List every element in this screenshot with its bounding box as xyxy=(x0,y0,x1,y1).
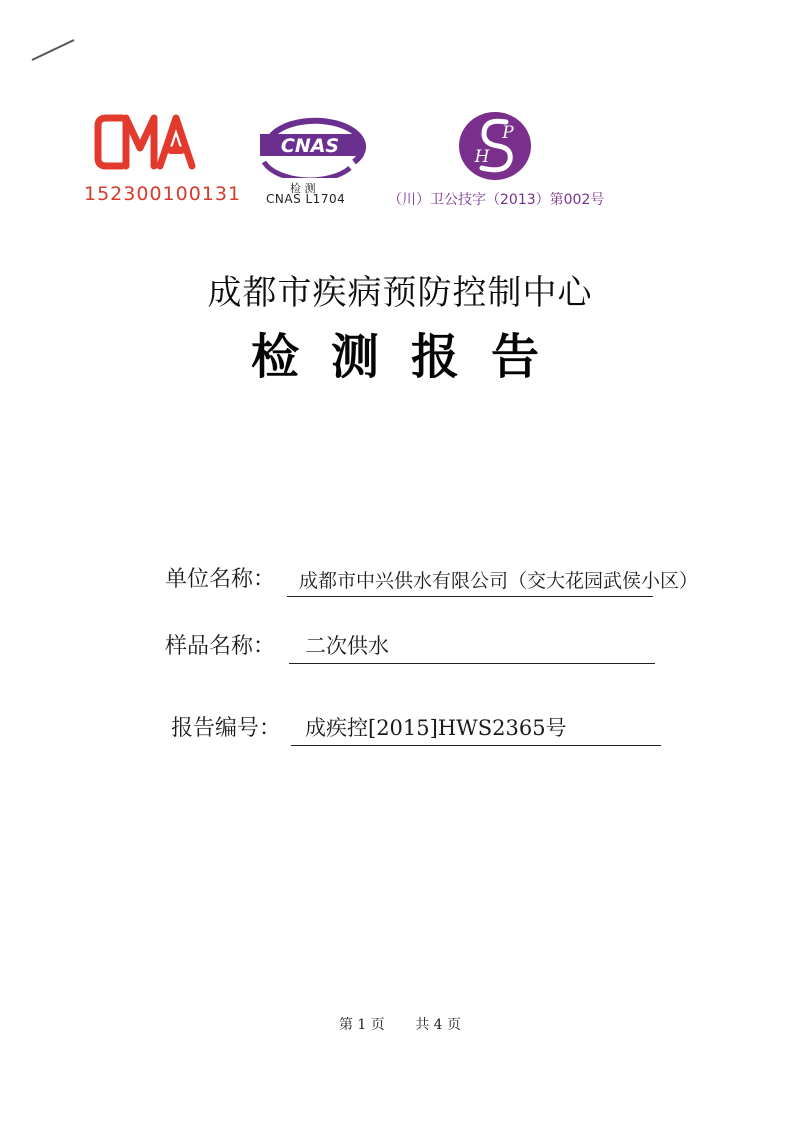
field-underline xyxy=(289,663,655,664)
scan-artifact-mark xyxy=(28,36,80,64)
field-label: 报告编号： xyxy=(171,716,282,741)
field-underline xyxy=(291,745,661,746)
report-title: 检测报告 xyxy=(250,329,571,385)
organization-name: 成都市疾病预防控制中心 xyxy=(207,273,593,313)
field-unit-name xyxy=(165,557,699,597)
health-permit-number: （川）卫公技字（2013）第002号 xyxy=(388,192,605,208)
sph-logo xyxy=(454,108,536,184)
svg-text:H: H xyxy=(474,147,490,167)
page-footer xyxy=(0,1014,800,1034)
page-current: 第 1 页 xyxy=(338,1017,385,1033)
cma-logo xyxy=(92,108,204,176)
cnas-logo xyxy=(250,112,370,178)
page-total: 共 4 页 xyxy=(415,1017,462,1033)
svg-text:P: P xyxy=(502,123,514,143)
cnas-subtitle: 检 测 xyxy=(290,182,316,195)
field-value: 成都市中兴供水有限公司（交大花园武侯小区） xyxy=(299,570,699,592)
field-report-number xyxy=(165,706,665,746)
field-label: 单位名称： xyxy=(165,567,276,592)
cma-number: 152300100131 xyxy=(84,183,242,205)
field-sample-name xyxy=(165,624,655,664)
field-value: 二次供水 xyxy=(305,634,389,658)
field-value: 成疾控[2015]HWS2365号 xyxy=(305,716,567,740)
cnas-number: CNAS L1704 xyxy=(266,192,346,206)
svg-text:CNAS: CNAS xyxy=(280,135,340,157)
field-label: 样品名称： xyxy=(165,634,276,659)
field-underline xyxy=(287,596,653,597)
